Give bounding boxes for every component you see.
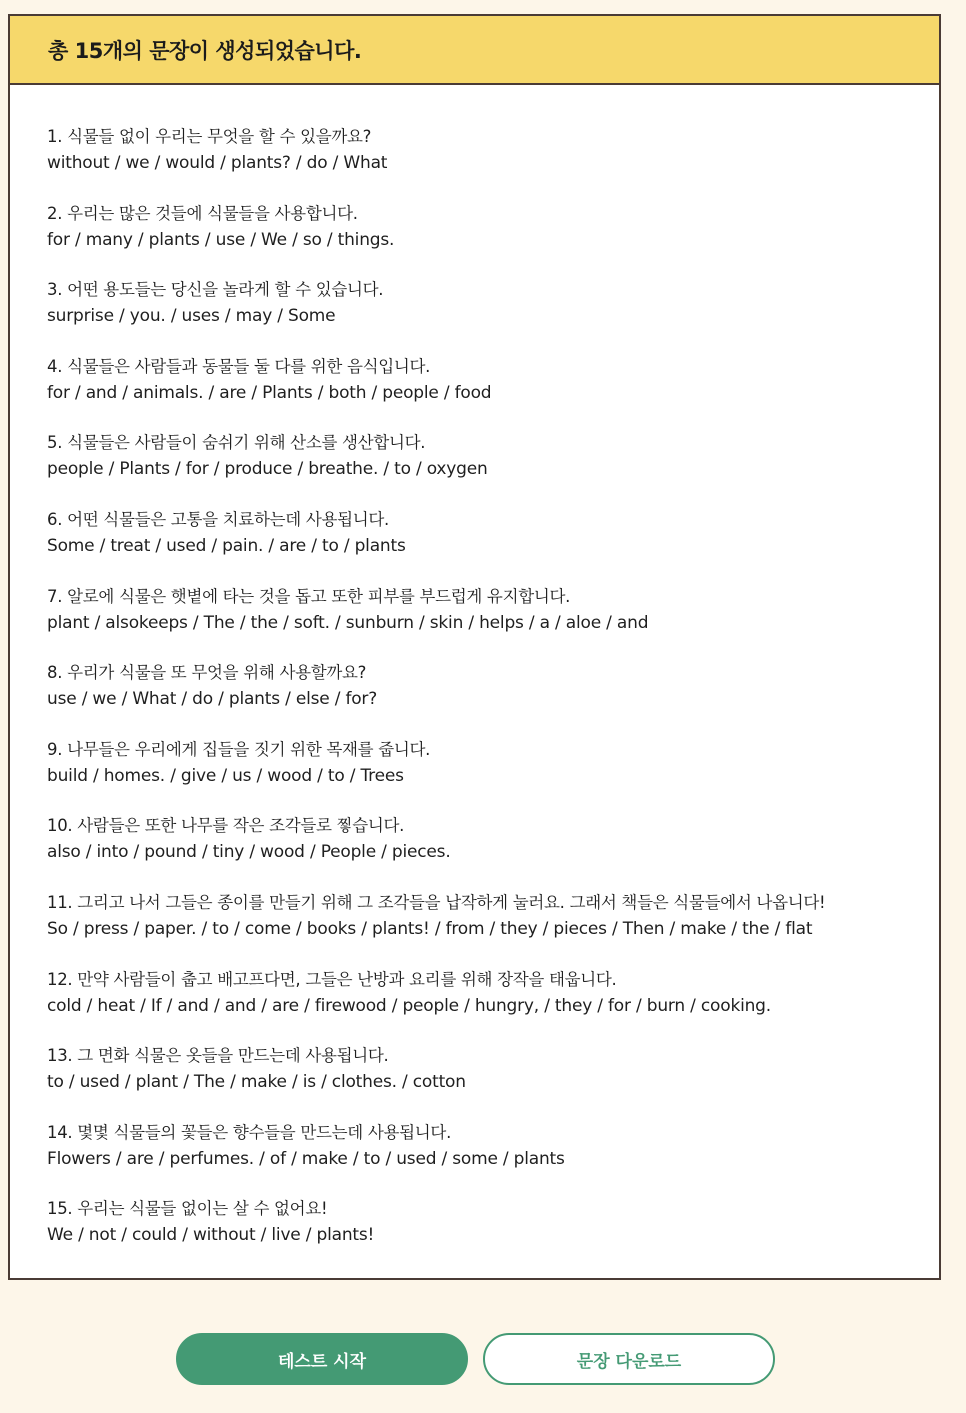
sentence-korean: 6. 어떤 식물들은 고통을 치료하는데 사용됩니다. (47, 509, 389, 529)
sentence-item (47, 889, 939, 966)
sentence-words: So / press / paper. / to / come / books / plants! / from / they / pieces / Then / make / the / flat (47, 918, 813, 939)
sentence-item (47, 736, 939, 813)
sentence-item (47, 1195, 939, 1272)
sentence-korean: 15. 우리는 식물들 없이는 살 수 없어요! (47, 1199, 328, 1219)
sentence-list (10, 85, 939, 1272)
sentence-panel (8, 14, 941, 1280)
sentence-item (47, 506, 939, 583)
sentence-korean: 2. 우리는 많은 것들에 식물들을 사용합니다. (47, 203, 358, 223)
sentence-korean: 4. 식물들은 사람들과 동물들 둘 다를 위한 음식입니다. (47, 356, 431, 376)
sentence-item (47, 583, 939, 660)
sentence-words: for / many / plants / use / We / so / things. (47, 229, 395, 250)
sentence-words: Flowers / are / perfumes. / of / make / to / used / some / plants (47, 1148, 565, 1169)
sentence-item (47, 429, 939, 506)
sentence-words: build / homes. / give / us / wood / to / Trees (47, 765, 404, 786)
sentence-korean: 11. 그리고 나서 그들은 종이를 만들기 위해 그 조각들을 납작하게 눌러요. 그래서 책들은 식물들에서 나옵니다! (47, 892, 826, 912)
sentence-korean: 1. 식물들 없이 우리는 무엇을 할 수 있을까요? (47, 127, 372, 146)
sentence-korean: 10. 사람들은 또한 나무를 작은 조각들로 찧습니다. (47, 816, 405, 836)
start-test-button[interactable]: 테스트 시작 (176, 1333, 468, 1385)
sentence-item (47, 353, 939, 430)
sentence-words: people / Plants / for / produce / breathe. / to / oxygen (47, 459, 488, 480)
sentence-words: to / used / plant / The / make / is / clothes. / cotton (47, 1072, 466, 1093)
sentence-item (47, 1119, 939, 1196)
sentence-item (47, 1042, 939, 1119)
sentence-words: plant / alsokeeps / The / the / soft. / sunburn / skin / helps / a / aloe / and (47, 612, 649, 633)
sentence-words: without / we / would / plants? / do / What (47, 153, 388, 173)
sentence-item (47, 966, 939, 1043)
sentence-words: use / we / What / do / plants / else / for? (47, 689, 378, 710)
download-sentences-button[interactable]: 문장 다운로드 (483, 1333, 775, 1385)
sentence-words: We / not / could / without / live / plants! (47, 1225, 375, 1246)
sentence-words: also / into / pound / tiny / wood / People / pieces. (47, 842, 451, 863)
sentence-korean: 5. 식물들은 사람들이 숨쉬기 위해 산소를 생산합니다. (47, 433, 426, 453)
sentence-korean: 12. 만약 사람들이 춥고 배고프다면, 그들은 난방과 요리를 위해 장작을 태웁니다. (47, 969, 617, 989)
sentence-korean: 7. 알로에 식물은 햇볕에 타는 것을 돕고 또한 피부를 부드럽게 유지합니다. (47, 586, 571, 606)
sentence-item (47, 123, 939, 200)
panel-header (10, 16, 939, 85)
sentence-words: surprise / you. / uses / may / Some (47, 306, 336, 327)
sentence-korean: 13. 그 면화 식물은 옷들을 만드는데 사용됩니다. (47, 1046, 389, 1066)
sentence-korean: 14. 몇몇 식물들의 꽃들은 향수들을 만드는데 사용됩니다. (47, 1122, 452, 1142)
sentence-item (47, 200, 939, 277)
sentence-korean: 9. 나무들은 우리에게 집들을 짓기 위한 목재를 줍니다. (47, 739, 431, 759)
sentence-words: for / and / animals. / are / Plants / both / people / food (47, 382, 492, 403)
sentence-korean: 8. 우리가 식물을 또 무엇을 위해 사용할까요? (47, 663, 367, 683)
sentence-item (47, 276, 939, 353)
sentence-item (47, 812, 939, 889)
sentence-words: Some / treat / used / pain. / are / to / plants (47, 535, 406, 556)
sentence-item (47, 659, 939, 736)
sentence-korean: 3. 어떤 용도들는 당신을 놀라게 할 수 있습니다. (47, 280, 384, 300)
panel-title: 총 15개의 문장이 생성되었습니다. (48, 38, 362, 63)
sentence-words: cold / heat / If / and / and / are / firewood / people / hungry, / they / for / burn / cooking. (47, 995, 771, 1016)
